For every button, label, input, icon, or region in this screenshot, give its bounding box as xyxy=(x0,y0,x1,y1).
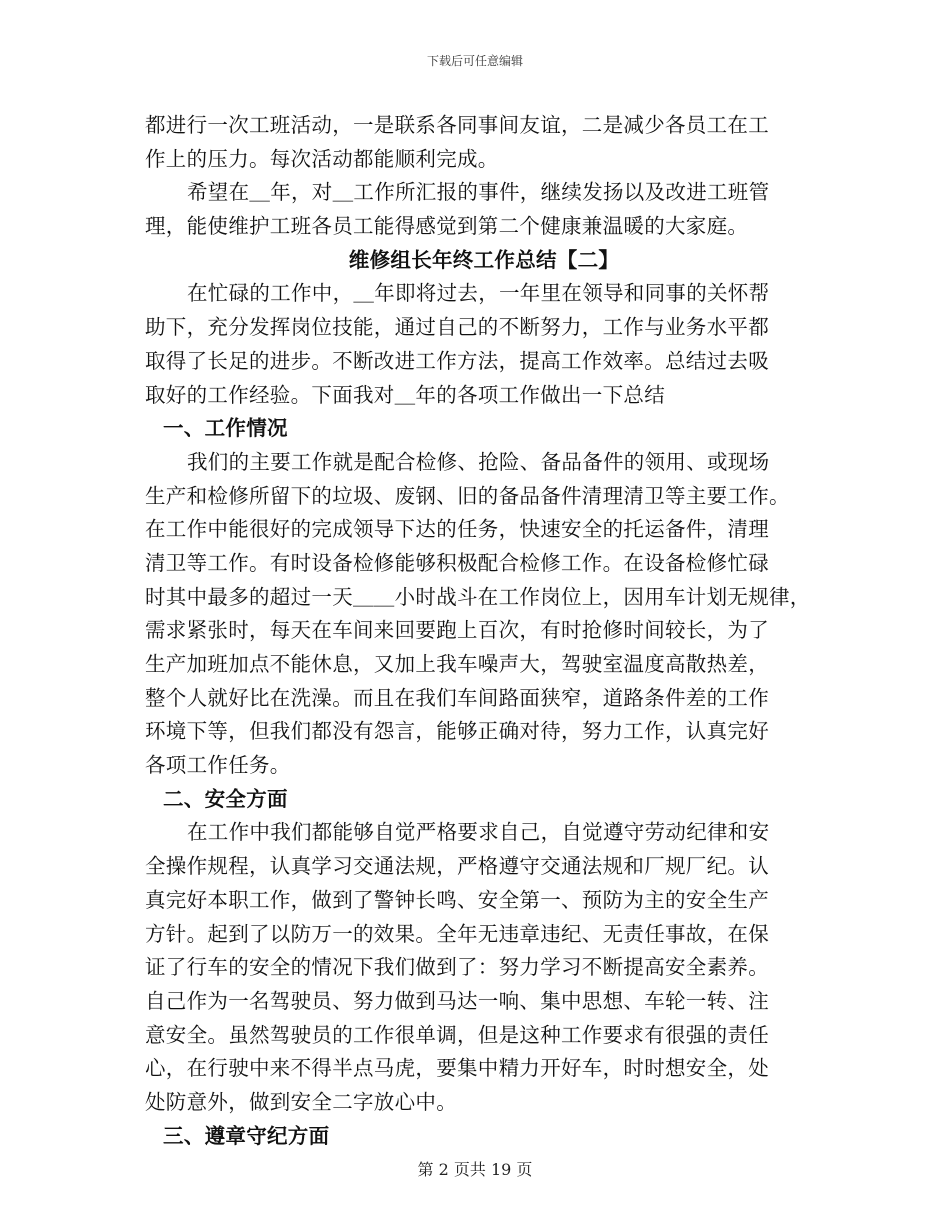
paragraph-line: 生产加班加点不能休息，又加上我车噪声大，驾驶室温度高散热差， xyxy=(145,652,769,676)
paragraph-line: 自己作为一名驾驶员、努力做到马达一响、集中思想、车轮一转、注 xyxy=(145,988,769,1013)
paragraph-line: 方针。起到了以防万一的效果。全年无违章违纪、无责任事故，在保 xyxy=(145,921,769,946)
paragraph-line: 需求紧张时，每天在车间来回要跑上百次，有时抢修时间较长，为了 xyxy=(145,618,769,643)
page-footer: 第 2 页共 19 页 xyxy=(417,1160,533,1179)
paragraph-line: 意安全。虽然驾驶员的工作很单调，但是这种工作要求有很强的责任 xyxy=(145,1022,769,1047)
paragraph-line: 处防意外，做到安全二字放心中。 xyxy=(145,1089,457,1114)
section-heading: 三、遵章守纪方面 xyxy=(163,1123,330,1148)
section-heading: 二、安全方面 xyxy=(163,786,288,811)
paragraph-line: 心，在行驶中来不得半点马虎，要集中精力开好车，时时想安全，处 xyxy=(145,1056,769,1081)
paragraph-line: 在工作中能很好的完成领导下达的任务，快速安全的托运备件，清理 xyxy=(145,517,769,542)
paragraph-line: 整个人就好比在洗澡。而且在我们车间路面狭窄，道路条件差的工作 xyxy=(145,685,769,710)
section-heading: 一、工作情况 xyxy=(163,416,288,441)
paragraph-line: 在忙碌的工作中，＿年即将过去，一年里在领导和同事的关怀帮 xyxy=(187,281,770,306)
paragraph-line: 我们的主要工作就是配合检修、抢险、备品备件的领用、或现场 xyxy=(187,449,770,474)
paragraph-line: 清卫等工作。有时设备检修能够积极配合检修工作。在设备检修忙碌 xyxy=(145,550,769,575)
paragraph-line: 取得了长足的进步。不断改进工作方法，提高工作效率。总结过去吸 xyxy=(145,348,769,373)
paragraph-line: 取好的工作经验。下面我对＿年的各项工作做出一下总结 xyxy=(145,382,665,407)
paragraph-line: 希望在＿年，对＿工作所汇报的事件，继续发扬以及改进工班管 xyxy=(187,180,770,205)
paragraph-line: 全操作规程，认真学习交通法规，严格遵守交通法规和厂规厂纪。认 xyxy=(145,854,769,879)
paragraph-line: 时其中最多的超过一天＿＿小时战斗在工作岗位上，因用车计划无规律， xyxy=(145,584,811,609)
paragraph-line: 在工作中我们都能够自觉严格要求自己，自觉遵守劳动纪律和安 xyxy=(187,820,770,845)
document-body xyxy=(145,109,811,1153)
section-title: 维修组长年终工作总结【二】 xyxy=(348,247,620,272)
paragraph-line: 作上的压力。每次活动都能顺利完成。 xyxy=(145,146,499,171)
paragraph-line: 真完好本职工作，做到了警钟长鸣、安全第一、预防为主的安全生产 xyxy=(145,887,769,912)
page-header: 下载后可任意编辑 xyxy=(426,54,523,68)
paragraph-line: 助下，充分发挥岗位技能，通过自己的不断努力，工作与业务水平都 xyxy=(145,315,769,340)
paragraph-line: 环境下等，但我们都没有怨言，能够正确对待，努力工作，认真完好 xyxy=(145,719,769,744)
paragraph-line: 生产和检修所留下的垃圾、废钢、旧的备品备件清理清卫等主要工作。 xyxy=(145,483,790,508)
paragraph-line: 都进行一次工班活动，一是联系各同事间友谊，二是减少各员工在工 xyxy=(145,113,769,137)
paragraph-line: 理，能使维护工班各员工能得感觉到第二个健康兼温暖的大家庭。 xyxy=(145,214,749,239)
paragraph-line: 各项工作任务。 xyxy=(145,753,291,778)
paragraph-line: 证了行车的安全的情况下我们做到了：努力学习不断提高安全素养。 xyxy=(145,955,769,980)
